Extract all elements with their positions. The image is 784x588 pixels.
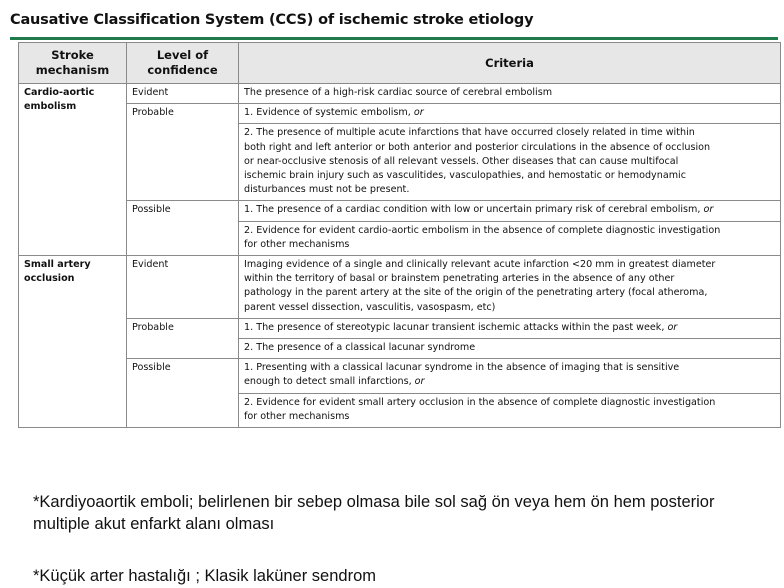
header-confidence-line: confidence bbox=[147, 63, 218, 77]
confidence-cell: Probable bbox=[127, 318, 239, 358]
criteria-cell bbox=[239, 318, 781, 338]
confidence-cell: Possible bbox=[127, 359, 239, 428]
title-underline bbox=[10, 37, 778, 40]
criteria-line: The presence of a high-risk cardiac source of cerebral embolism bbox=[244, 87, 553, 98]
criteria-cell bbox=[239, 256, 781, 319]
criteria-line: within the territory of basal or brainstem penetrating arteries in the absence of any other bbox=[244, 273, 675, 285]
criteria-cell bbox=[239, 124, 781, 201]
criteria-line: 2. Evidence for evident small artery occlusion in the absence of complete diagnostic investigation bbox=[244, 396, 716, 408]
table-row bbox=[19, 84, 781, 104]
confidence-cell: Probable bbox=[127, 104, 239, 201]
criteria-line: disturbances must not be present. bbox=[244, 184, 410, 196]
criteria-line: 2. The presence of a classical lacunar syndrome bbox=[244, 342, 476, 354]
criteria-line: 2. The presence of multiple acute infarctions that have occurred closely related in time within bbox=[244, 127, 695, 139]
criteria-cell bbox=[239, 201, 781, 221]
mechanism-label: occlusion bbox=[24, 273, 75, 285]
criteria-line: parent vessel dissection, vasculitis, vasospasm, etc) bbox=[244, 301, 496, 313]
or-connector: or bbox=[413, 107, 424, 119]
criteria-line: for other mechanisms bbox=[244, 238, 350, 250]
table-body bbox=[19, 84, 781, 428]
confidence-cell: Evident bbox=[127, 256, 239, 319]
criteria-line: Imaging evidence of a single and clinically relevant acute infarction <20 mm in greatest diameter bbox=[244, 259, 716, 271]
criteria-line: 1. The presence of stereotypic lacunar transient ischemic attacks within the past week, or bbox=[244, 321, 678, 333]
table-row bbox=[19, 318, 781, 338]
mechanism-label: Small artery bbox=[24, 259, 91, 271]
header-criteria: Criteria bbox=[239, 43, 781, 84]
criteria-line: enough to detect small infarctions, or bbox=[244, 376, 425, 388]
or-connector: or bbox=[667, 321, 678, 333]
confidence-cell: Evident bbox=[127, 84, 239, 104]
ccs-table bbox=[18, 42, 781, 428]
criteria-cell bbox=[239, 339, 781, 359]
note-small-artery: *Küçük arter hastalığı ; Klasik laküner sendrom bbox=[33, 567, 376, 585]
table-row bbox=[19, 104, 781, 124]
criteria-line: both right and left anterior or both anterior and posterior circulations in the absence of occlusion bbox=[244, 141, 711, 153]
criteria-line: 1. Presenting with a classical lacunar syndrome in the absence of imaging that is sensitive bbox=[244, 362, 680, 374]
mechanism-cell bbox=[19, 84, 127, 256]
criteria-line: 1. The presence of a cardiac condition with low or uncertain primary risk of cerebral embolism, or bbox=[244, 204, 714, 216]
header-confidence bbox=[127, 43, 239, 84]
criteria-line: 1. Evidence of systemic embolism, or bbox=[244, 107, 424, 119]
mechanism-label: embolism bbox=[24, 101, 77, 113]
table-header-row bbox=[19, 43, 781, 84]
table-row bbox=[19, 201, 781, 221]
mechanism-label: Cardio-aortic bbox=[24, 87, 95, 98]
header-confidence-line: Level of bbox=[156, 48, 209, 62]
header-mechanism-line: mechanism bbox=[35, 63, 110, 77]
criteria-line: ischemic brain injury such as vasculitides, vasculopathies, and hemostatic or hemodynamic bbox=[244, 170, 686, 182]
criteria-line: or near-occlusive stenosis of all relevant vessels. Other diseases that can cause multifocal bbox=[244, 155, 679, 167]
criteria-cell bbox=[239, 359, 781, 393]
criteria-cell bbox=[239, 221, 781, 255]
criteria-line: for other mechanisms bbox=[244, 410, 350, 422]
criteria-cell bbox=[239, 84, 781, 104]
mechanism-cell bbox=[19, 256, 127, 428]
or-connector: or bbox=[414, 376, 425, 388]
confidence-cell: Possible bbox=[127, 201, 239, 256]
header-mechanism-line: Stroke bbox=[51, 48, 94, 62]
header-mechanism bbox=[19, 43, 127, 84]
or-connector: or bbox=[703, 204, 714, 216]
page-title: Causative Classification System (CCS) of ischemic stroke etiology bbox=[10, 12, 534, 28]
table-row bbox=[19, 256, 781, 319]
criteria-line: pathology in the parent artery at the site of the origin of the penetrating artery (focal atheroma, bbox=[244, 287, 708, 299]
note-cardioaortic: *Kardiyoaortik emboli; belirlenen bir sebep olmasa bile sol sağ ön veya hem ön hem posterior multiple akut enfarkt alanı olması bbox=[33, 493, 715, 533]
table-row bbox=[19, 359, 781, 393]
criteria-line: 2. Evidence for evident cardio-aortic embolism in the absence of complete diagnostic investigation bbox=[244, 224, 721, 236]
criteria-cell bbox=[239, 104, 781, 124]
criteria-cell bbox=[239, 393, 781, 427]
